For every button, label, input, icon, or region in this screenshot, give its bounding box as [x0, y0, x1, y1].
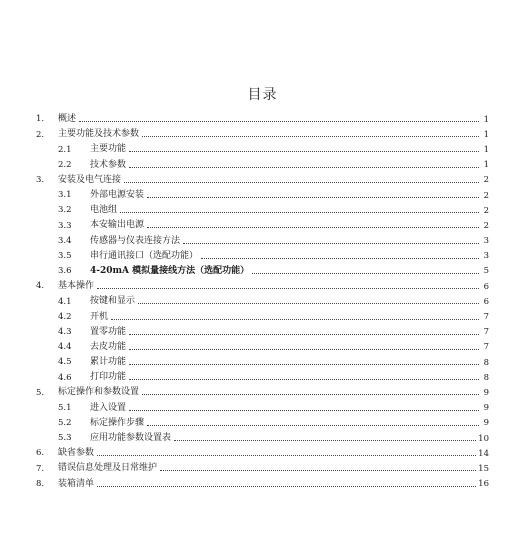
- toc-entry-page-number: 1: [483, 144, 489, 155]
- toc-entry-label: 外部电源安装: [90, 190, 145, 201]
- toc-dot-leader: [97, 455, 476, 456]
- toc-entry[interactable]: [0, 446, 525, 461]
- toc-entry-label: 按键和显示: [90, 296, 136, 307]
- toc-entry-page-number: 10: [478, 433, 489, 444]
- toc-entry-page-number: 9: [483, 418, 489, 429]
- toc-title: 目录: [247, 87, 278, 103]
- toc-entry-page-number: 2: [483, 205, 489, 216]
- toc-entry-line: [90, 267, 489, 276]
- toc-entry-label: 标定操作和参数设置: [58, 387, 140, 398]
- toc-entry-number: 5.1: [58, 402, 72, 413]
- toc-entry-line: [90, 191, 489, 200]
- toc-entry-page-number: 7: [483, 342, 489, 353]
- toc-dot-leader: [97, 288, 479, 289]
- toc-entry-page-number: 8: [483, 357, 489, 368]
- toc-entry-line: [90, 343, 489, 352]
- toc-entry-line: [90, 297, 489, 306]
- toc-entry-page-number: 1: [483, 114, 489, 125]
- toc-dot-leader: [120, 212, 479, 213]
- toc-entry-page-number: 3: [483, 251, 489, 262]
- toc-entry-number: 5.3: [58, 433, 72, 444]
- toc-entry-number: 4.2: [58, 311, 72, 322]
- toc-entry-number: 4.4: [58, 342, 72, 353]
- toc-entry-page-number: 2: [483, 190, 489, 201]
- toc-entry-line: [90, 206, 489, 215]
- toc-dot-leader: [201, 258, 479, 259]
- toc-entry-line: [58, 480, 489, 489]
- toc-entry-number: 2.2: [58, 159, 72, 170]
- toc-entry[interactable]: [0, 173, 525, 188]
- toc-entry-label: 装箱清单: [58, 478, 95, 489]
- toc-entry-line: [90, 221, 489, 230]
- toc-entry[interactable]: [0, 401, 525, 416]
- toc-entry-page-number: 8: [483, 372, 489, 383]
- toc-entry[interactable]: [0, 340, 525, 355]
- toc-dot-leader: [252, 273, 479, 274]
- toc-entry-number: 4.6: [58, 372, 72, 383]
- toc-entry-number: 2.1: [58, 144, 72, 155]
- toc-entry[interactable]: [0, 309, 525, 324]
- toc-entry-label: 置零功能: [90, 326, 127, 337]
- toc-entry[interactable]: [0, 249, 525, 264]
- toc-entry-number: 8.: [36, 478, 45, 489]
- toc-entry-page-number: 16: [478, 479, 489, 490]
- toc-entry[interactable]: [0, 370, 525, 385]
- toc-dot-leader: [129, 167, 479, 168]
- toc-entry-label: 传感器与仪表连接方法: [90, 235, 181, 246]
- toc-entry-label: 主要功能: [90, 144, 127, 155]
- toc-entry-line: [58, 115, 489, 124]
- toc-entry-label: 基本操作: [58, 281, 95, 292]
- toc-dot-leader: [174, 440, 476, 441]
- toc-entry-label: 主要功能及技术参数: [58, 129, 140, 140]
- toc-entry-line: [90, 328, 489, 337]
- toc-entry-page-number: 1: [483, 129, 489, 140]
- toc-entry-number: 3.1: [58, 190, 72, 201]
- toc-entry-label: 串行通讯接口（选配功能）: [90, 250, 199, 261]
- toc-entry-number: 4.5: [58, 357, 72, 368]
- toc-dot-leader: [129, 334, 479, 335]
- toc-entry-label: 进入设置: [90, 402, 127, 413]
- toc-entry-number: 5.2: [58, 418, 72, 429]
- toc-entry-page-number: 9: [483, 387, 489, 398]
- toc-entry[interactable]: [0, 385, 525, 400]
- toc-dot-leader: [97, 486, 476, 487]
- toc-entry-line: [90, 313, 489, 322]
- toc-dot-leader: [138, 303, 479, 304]
- toc-entry-line: [90, 419, 489, 428]
- toc-entry[interactable]: [0, 264, 525, 279]
- toc-entry-line: [90, 373, 489, 382]
- toc-entry-page-number: 7: [483, 312, 489, 323]
- toc-entry-label: 累计功能: [90, 357, 127, 368]
- toc-entry-page-number: 9: [483, 403, 489, 414]
- toc-entry[interactable]: [0, 325, 525, 340]
- toc-entry-page-number: 6: [483, 281, 489, 292]
- toc-entry-label: 缺省参数: [58, 448, 95, 459]
- toc-entry[interactable]: [0, 203, 525, 218]
- toc-dot-leader: [183, 243, 479, 244]
- toc-entry-page-number: 7: [483, 327, 489, 338]
- toc-entry-number: 3.3: [58, 220, 72, 231]
- toc-entry-number: 1.: [36, 114, 45, 125]
- toc-entry-label: 错误信息处理及日常维护: [58, 463, 158, 474]
- toc-dot-leader: [147, 227, 479, 228]
- toc-entry-line: [90, 434, 489, 443]
- toc-dot-leader: [129, 379, 479, 380]
- toc-dot-leader: [79, 121, 479, 122]
- toc-entry-label: 安装及电气连接: [58, 174, 122, 185]
- toc-entry[interactable]: [0, 477, 525, 492]
- toc-entry-line: [90, 404, 489, 413]
- toc-entry-page-number: 15: [478, 463, 489, 474]
- toc-entry-line: [90, 358, 489, 367]
- toc-entry-label: 应用功能参数设置表: [90, 433, 172, 444]
- toc-entry-page-number: 6: [483, 296, 489, 307]
- toc-entry-page-number: 1: [483, 160, 489, 171]
- toc-entry-page-number: 14: [478, 448, 489, 459]
- toc-entry-label: 打印功能: [90, 372, 127, 383]
- toc-entry-label: 电池组: [90, 205, 118, 216]
- toc-dot-leader: [142, 136, 479, 137]
- toc-entry-label: 技术参数: [90, 159, 127, 170]
- toc-entry-label: 概述: [58, 114, 77, 125]
- toc-entry-number: 3.2: [58, 205, 72, 216]
- toc-dot-leader: [147, 197, 479, 198]
- toc-dot-leader: [124, 182, 479, 183]
- toc-entry-line: [90, 237, 489, 246]
- toc-entry[interactable]: [0, 218, 525, 233]
- toc-entry[interactable]: [0, 279, 525, 294]
- toc-entry-page-number: 2: [483, 220, 489, 231]
- toc-entry-label: 开机: [90, 311, 109, 322]
- toc-entry-number: 3.5: [58, 251, 72, 262]
- toc-entry[interactable]: [0, 416, 525, 431]
- toc-entry-number: 2.: [36, 129, 45, 140]
- toc-entry-line: [90, 252, 489, 261]
- toc-entry-line: [58, 464, 489, 473]
- toc-entry[interactable]: [0, 431, 525, 446]
- toc-entry-number: 3.: [36, 175, 45, 186]
- toc-entry-number: 6.: [36, 448, 45, 459]
- toc-entry-page-number: 2: [483, 175, 489, 186]
- toc-entry[interactable]: [0, 461, 525, 476]
- toc-entry[interactable]: [0, 158, 525, 173]
- toc-entry-label: 4-20mA 模拟量接线方法（选配功能）: [90, 265, 250, 276]
- toc-entry-line: [58, 282, 489, 291]
- toc-entry[interactable]: [0, 142, 525, 157]
- toc-entry-line: [58, 388, 489, 397]
- toc-entry-line: [58, 176, 489, 185]
- toc-entry-line: [58, 130, 489, 139]
- toc-entry-page-number: 3: [483, 236, 489, 247]
- toc-entry-number: 3.6: [58, 266, 72, 277]
- toc-entry[interactable]: [0, 294, 525, 309]
- toc-entry-number: 4.1: [58, 296, 72, 307]
- toc-list: [0, 112, 525, 492]
- toc-entry-line: [90, 145, 489, 154]
- toc-entry-number: 4.3: [58, 326, 72, 337]
- toc-entry[interactable]: [0, 112, 525, 127]
- toc-entry-number: 4.: [36, 281, 45, 292]
- toc-entry-label: 去皮功能: [90, 341, 127, 352]
- toc-dot-leader: [111, 319, 479, 320]
- toc-entry-number: 3.4: [58, 235, 72, 246]
- toc-entry[interactable]: [0, 355, 525, 370]
- toc-entry-page-number: 5: [483, 266, 489, 277]
- toc-dot-leader: [129, 364, 479, 365]
- toc-dot-leader: [129, 410, 479, 411]
- toc-entry-number: 7.: [36, 463, 45, 474]
- toc-entry-label: 本安输出电源: [90, 220, 145, 231]
- toc-entry-line: [58, 449, 489, 458]
- toc-entry[interactable]: [0, 234, 525, 249]
- toc-entry-label: 标定操作步骤: [90, 417, 145, 428]
- toc-entry[interactable]: [0, 188, 525, 203]
- toc-dot-leader: [129, 151, 479, 152]
- toc-dot-leader: [142, 394, 479, 395]
- toc-dot-leader: [147, 425, 479, 426]
- toc-entry-number: 5.: [36, 387, 45, 398]
- toc-entry-line: [90, 161, 489, 170]
- toc-entry[interactable]: [0, 127, 525, 142]
- toc-dot-leader: [160, 470, 476, 471]
- toc-dot-leader: [129, 349, 479, 350]
